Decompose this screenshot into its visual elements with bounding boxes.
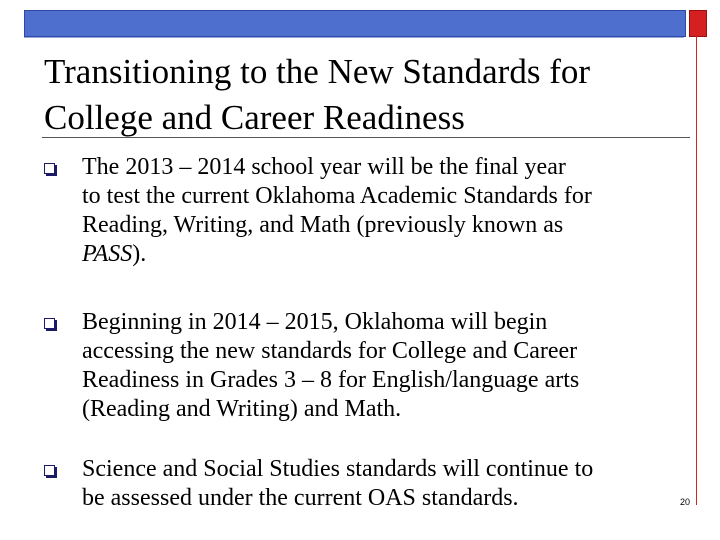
bullet-3-line-2: be assessed under the current OAS standards. [82, 485, 519, 511]
bullet-text-2 [82, 308, 682, 424]
hollow-square-bullet-icon [44, 163, 55, 174]
bullet-2-line-2: accessing the new standards for College and Career [82, 338, 578, 364]
title-line-1: Transitioning to the New Standards for [44, 52, 591, 91]
bullet-1-line-4-end: ). [132, 241, 147, 267]
bullet-1-italic-term: PASS [82, 241, 133, 267]
bullet-2-line-4: (Reading and Writing) and Math. [82, 396, 402, 422]
bullet-1-line-2: to test the current Oklahoma Academic Standards for [82, 183, 592, 209]
hollow-square-bullet-icon [44, 318, 55, 329]
bullet-1-line-1: The 2013 – 2014 school year will be the final year [82, 154, 566, 180]
bullet-2-line-3: Readiness in Grades 3 – 8 for English/language arts [82, 367, 580, 393]
title-line-2: College and Career Readiness [44, 98, 465, 137]
bullet-3-line-1: Science and Social Studies standards will continue to [82, 456, 594, 482]
bullet-1-line-3: Reading, Writing, and Math (previously known as [82, 212, 564, 238]
bullet-text-1 [82, 153, 682, 269]
page-number: 20 [679, 497, 690, 507]
hollow-square-bullet-icon [44, 465, 55, 476]
bullet-text-3 [82, 455, 682, 513]
bullet-2-line-1: Beginning in 2014 – 2015, Oklahoma will begin [82, 309, 548, 335]
